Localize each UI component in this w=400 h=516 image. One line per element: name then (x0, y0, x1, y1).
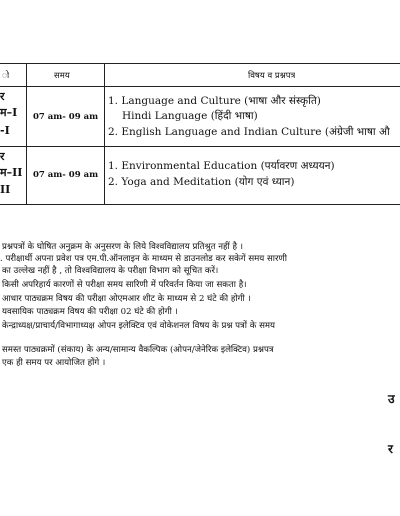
header-subjects: विषय व प्रश्नपत्र (248, 71, 296, 81)
row1-left-fragment-1: र (0, 90, 5, 103)
row1-subject-1: 1. Language and Culture (भाषा और संस्कृति) (108, 95, 321, 107)
table-row1-border (0, 146, 400, 147)
row1-left-fragment-3: -I (0, 124, 10, 137)
row2-left-fragment-1: र (0, 150, 5, 163)
row2-left-fragment-3: II (0, 183, 11, 196)
header-time: समय (54, 71, 70, 81)
signature-fragment-2: र (388, 442, 393, 456)
note-2: . परीक्षार्थी अपना प्रवेश पत्र एम.पी.ऑनलाइन के माध्यम से डाउनलोड कर सकेगें समय सारणी (0, 254, 287, 264)
note-8: समस्त पाठ्यक्रमों (संकाय) के अन्य/सामान्य वैकल्पिक (ओपन/जेनेरिक इलेक्टिव) प्रश्नपत्र (2, 345, 274, 355)
row1-time: 07 am- 09 am (33, 112, 99, 122)
row2-time: 07 am- 09 am (33, 170, 99, 180)
row1-subject-2: Hindi Language (हिंदी भाषा) (122, 110, 258, 122)
row2-left-fragment-2: म–II (0, 166, 23, 179)
note-9: एक ही समय पर आयोजित होंगे । (2, 358, 106, 368)
row2-subject-2: 2. Yoga and Meditation (योग एवं ध्यान) (108, 176, 295, 188)
table-bottom-border (0, 204, 400, 205)
row1-left-fragment-2: म–I (0, 106, 18, 119)
table-top-border (0, 63, 400, 64)
table-col-divider-2 (104, 63, 105, 204)
table-col-divider-1 (26, 63, 27, 204)
signature-fragment-1: उ (388, 392, 395, 406)
note-4: किसी अपरिहार्य कारणों से परीक्षा समय सारिणी में परिवर्तन किया जा सकता है। (2, 280, 247, 290)
note-7: केन्द्राध्यक्ष/प्राचार्य/विभागाध्यक्ष ओपन इलेक्टिव एवं वोकेशनल विषय के प्रश्न पत्रों के समय (2, 321, 276, 331)
note-5: आधार पाठ्यक्रम विषय की परीक्षा ओएमआर शीट के माध्यम से 2 घंटे की होगी । (2, 294, 251, 304)
table-header-border (0, 86, 400, 87)
row1-subject-3: 2. English Language and Indian Culture (अंग्रेजी भाषा औ (108, 126, 390, 138)
note-3: का उल्लेख नहीं है , तो विश्वविद्यालय के परीक्षा विभाग को सूचित करें। (2, 266, 219, 276)
header-left-fragment: ो (2, 71, 10, 81)
row2-subject-1: 1. Environmental Education (पर्यावरण अध्ययन) (108, 160, 335, 172)
note-6: यवसायिक पाठ्यक्रम विषय की परीक्षा 02 घंटे की होगी । (2, 307, 178, 317)
note-1: प्रश्नपत्रों के घोषित अनुक्रम के अनुसरण के लिये विश्वविद्यालय प्रतिश्रुत नहीं है । (2, 242, 244, 252)
